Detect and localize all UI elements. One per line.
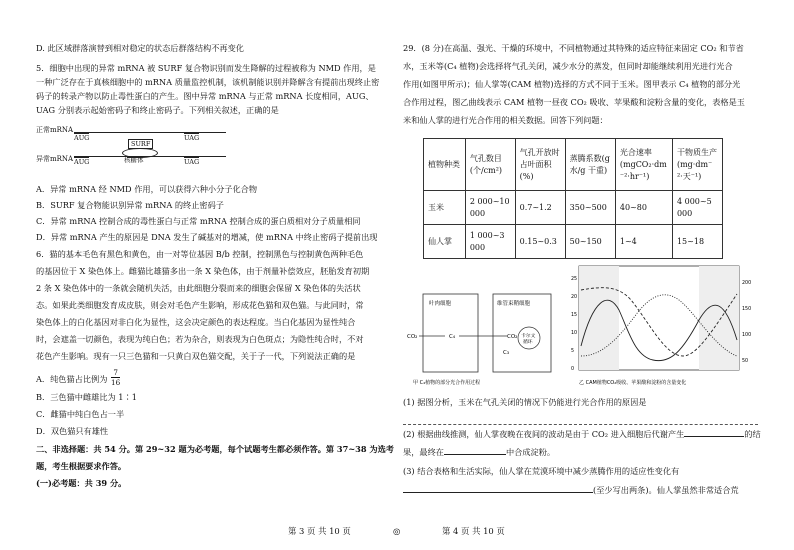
- q5-stem-line-1: 5．细胞中出现的异常 mRNA 被 SURF 复合物识别而发生降解的过程被称为 NMD 作用，是: [36, 63, 376, 73]
- table-cell: 40~80: [615, 191, 672, 225]
- table-header-cell: 植物种类: [424, 139, 466, 191]
- q6-option-c: C．雌猫中纯白色占一半: [36, 409, 125, 419]
- table-row: [424, 191, 723, 225]
- q6-option-b: B．三色猫中雌雄比为 1∶1: [36, 392, 137, 402]
- q29-stem-line-1: 29．(8 分)在高温、强光、干燥的环境中，不同植物通过其特殊的适应特征来固定 CO₂ 和节省: [403, 43, 744, 53]
- left-axis-tick-label: 0: [571, 367, 575, 372]
- c4-label: C₄: [449, 334, 456, 340]
- section-heading-required: (一)必考题：共 39 分。: [36, 478, 127, 488]
- table-header-cell: 气孔开放时 占叶面积 (%): [515, 139, 565, 191]
- plant-data-table: [423, 138, 723, 259]
- answer-blank-2b[interactable]: [444, 454, 506, 455]
- fraction-denominator: 16: [111, 378, 121, 387]
- c3-label: C₃: [503, 350, 510, 356]
- table-cell: 50~150: [565, 225, 615, 259]
- q6-stem-line-1: 6．猫的基本毛色有黑色和黄色，由一对等位基因 B/b 控制，控制黑色与控制黄色两种毛色: [36, 249, 364, 259]
- table-cell: 玉米: [424, 191, 466, 225]
- table-header-row: [424, 139, 723, 191]
- figure-jia: [407, 294, 551, 386]
- normal-mrna-strand: [74, 132, 226, 133]
- calvin-label-2: 循环: [523, 340, 533, 345]
- section-heading-line-2: 题，考生根据要求作答。: [36, 461, 127, 471]
- table-cell: 4 000~5 000: [672, 191, 722, 225]
- table-cell: 350~500: [565, 191, 615, 225]
- fraction-numerator: 7: [111, 368, 120, 378]
- q29-stem-line-2: 水，玉米等(C₄ 植物)会选择将气孔关闭，减少水分的蒸发，但同时却能继续利用光进行光合: [403, 61, 733, 71]
- table-cell: 2 000~10 000: [465, 191, 515, 225]
- section-heading-line-1: 二、非选择题：共 54 分。第 29~32 题为必考题，每个试题考生都必须作答。第 37~38 为选考: [36, 444, 394, 454]
- q5-stem-line-4: UAG 分别表示起始密码子和终止密码子。下列相关叙述，正确的是: [36, 105, 279, 115]
- left-axis-tick-label: 15: [571, 313, 578, 318]
- left-axis-tick-label: 10: [571, 331, 578, 336]
- q29-question-2-text: (2) 根据曲线推测，仙人掌夜晚在夜间的波动是由于 CO₂ 进入细胞后代谢产生: [403, 429, 685, 439]
- left-axis-tick-label: 20: [571, 295, 578, 300]
- q29-question-2-suffix: 中合成淀粉。: [505, 447, 556, 457]
- ribosome-label: 核糖体: [124, 156, 144, 164]
- co2-release-label: CO₂: [507, 334, 518, 340]
- q5-option-d: D．异常 mRNA 产生的原因是 DNA 发生了碱基对的增减，使 mRNA 中终止密码子提前出现: [36, 232, 378, 242]
- right-axis-tick-label: 200: [742, 281, 752, 286]
- q29-question-2-tail: 的结: [744, 429, 761, 439]
- table-header-cell: 光合速率 (mgCO₂·dm ⁻²·hr⁻¹): [615, 139, 672, 191]
- q6-option-d: D．双色猫只有雄性: [36, 426, 109, 436]
- night-shade-right: [699, 266, 739, 370]
- table-cell: 1~4: [615, 225, 672, 259]
- mesophyll-label: 叶肉细胞: [429, 301, 452, 307]
- figure-jia-caption: 甲 C₄植物的部分光合作用过程: [413, 380, 481, 386]
- left-axis-tick-label: 5: [571, 349, 575, 354]
- answer-blank-2a[interactable]: [684, 436, 744, 437]
- bundle-sheath-label: 维管束鞘细胞: [497, 301, 531, 307]
- answer-line-q1: [403, 424, 758, 425]
- premature-stop-mark: [127, 156, 141, 158]
- figure-yi-caption: 乙 CAM植物CO₂吸收、苹果酸和淀粉的含量变化: [579, 380, 687, 386]
- q29-question-3-line-2: [403, 484, 758, 497]
- page-number-left: 第 3 页 共 10 页: [288, 526, 351, 536]
- normal-aug-codon: AUG: [74, 134, 90, 142]
- q6-stem-line-7: 花色产生影响。现有一只三色猫和一只黄白双色猫交配，关于子一代，下列说法正确的是: [36, 351, 356, 361]
- q6-stem-line-5: 染色体上的白化基因对非白化为显性，这会决定颜色的表达程度。当白化基因为显性纯合: [36, 317, 356, 327]
- mrna-diagram: [36, 118, 236, 168]
- night-shade-left: [579, 266, 619, 370]
- table-cell: 仙人掌: [424, 225, 466, 259]
- figure-jia-yi: [403, 260, 758, 390]
- q4-option-d: D. 此区域群落演替到相对稳定的状态后群落结构不再变化: [36, 43, 244, 53]
- table-cell: 15~18: [672, 225, 722, 259]
- q29-question-2: [403, 428, 761, 441]
- abnormal-uag-codon: UAG: [184, 158, 200, 166]
- right-axis-tick-label: 100: [742, 333, 752, 338]
- co2-in-label: CO₂: [407, 334, 418, 340]
- q5-option-a: A．异常 mRNA 经 NMD 作用，可以获得六种小分子化合物: [36, 184, 258, 194]
- abnormal-mrna-label: 异常mRNA: [36, 155, 74, 163]
- q6-option-a-fraction: [111, 368, 120, 387]
- q29-question-1: (1) 据图分析，玉米在气孔关闭的情况下仍能进行光合作用的原因是: [403, 397, 647, 407]
- q5-stem-line-3: 码子的转录产物以防止毒性蛋白的产生。图中异常 mRNA 与正常 mRNA 长度相同，AUG、: [36, 91, 374, 101]
- q6-option-a-text: A．纯色猫占比例为: [36, 374, 108, 384]
- table-header-cell: 干物质生产 (mg·dm⁻ ²·天⁻¹): [672, 139, 722, 191]
- binding-mark: ◎: [393, 526, 401, 536]
- q5-stem-line-2: 一种广泛存在于真核细胞中的 mRNA 质量监控机制，该机制能识别并降解含有提前出现终止密: [36, 77, 380, 87]
- q29-stem-line-5: 米和仙人掌的进行光合作用的相关数据。回答下列问题：: [403, 115, 608, 125]
- q6-stem-line-2: 的基因位于 X 染色体上。雌猫比雄猫多出一条 X 染色体，由于剂量补偿效应，胚胎发育初期: [36, 266, 370, 276]
- page-number-right: 第 4 页 共 10 页: [442, 526, 505, 536]
- q6-stem-line-6: 时，会遮盖一切颜色，表现为纯白色；若为杂合，则表现为白色斑点；为隐性纯合时，不对: [36, 334, 364, 344]
- left-axis-tick-label: 25: [571, 277, 578, 282]
- q29-question-2-prefix: 果，最终在: [403, 447, 444, 457]
- surf-complex: SURF: [128, 139, 153, 149]
- q5-option-c: C．异常 mRNA 控制合成的毒性蛋白与正常 mRNA 控制合成的蛋白质相对分子质量相同: [36, 216, 361, 226]
- q29-question-3-tail: (至少写出两条)。仙人掌虽然非常适合荒: [593, 485, 739, 495]
- right-axis-tick-label: 50: [742, 359, 749, 364]
- table-row: [424, 225, 723, 259]
- q6-stem-line-4: 态。如果此类细胞发育成皮肤，则会对毛色产生影响，形成花色猫和双色猫。与此同时，常: [36, 300, 364, 310]
- normal-uag-codon: UAG: [184, 134, 200, 142]
- abnormal-aug-codon: AUG: [74, 158, 90, 166]
- q29-question-2-line-2: [403, 446, 555, 459]
- q29-stem-line-4: 合作用过程，图乙曲线表示 CAM 植物一昼夜 CO₂ 吸收、苹果酸和淀粉含量的变化，表格是玉: [403, 97, 745, 107]
- figure-yi: [571, 266, 751, 386]
- table-cell: 1 000~3 000: [465, 225, 515, 259]
- calvin-label: 卡尔文: [521, 334, 536, 339]
- table-header-cell: 蒸腾系数(g 水/g 干重): [565, 139, 615, 191]
- q29-stem-line-3: 作用(如图甲所示)；仙人掌等(CAM 植物)选择的方式不同于玉米。图甲表示 C₄ 植物的部分光: [403, 79, 741, 89]
- table-header-cell: 气孔数目 (个/cm²): [465, 139, 515, 191]
- right-axis-tick-label: 150: [742, 307, 752, 312]
- normal-mrna-label: 正常mRNA: [36, 126, 74, 134]
- table-cell: 0.7~1.2: [515, 191, 565, 225]
- q29-question-3: (3) 结合表格和生活实际，仙人掌在荒漠环境中减少蒸腾作用的适应性变化有: [403, 466, 680, 476]
- q6-stem-line-3: 2 条 X 染色体中的一条就会随机失活，由此细胞分裂而来的细胞会保留 X 染色体的失活状: [36, 283, 361, 293]
- q6-option-a: [36, 368, 120, 390]
- table-cell: 0.15~0.3: [515, 225, 565, 259]
- q5-option-b: B．SURF 复合物能识别异常 mRNA 的终止密码子: [36, 200, 224, 210]
- answer-blank-3[interactable]: [403, 492, 593, 493]
